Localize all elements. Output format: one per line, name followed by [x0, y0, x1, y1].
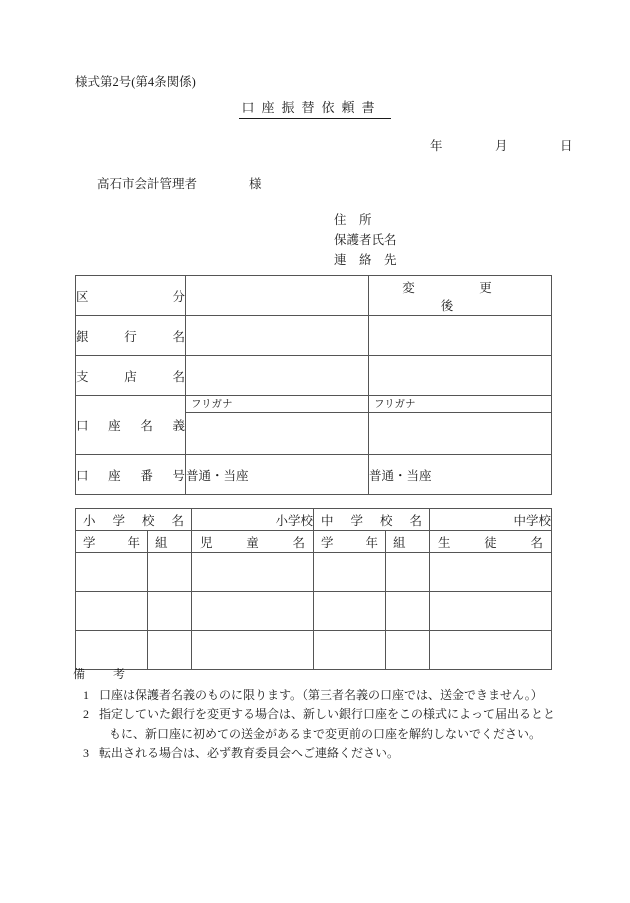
elementary-class-cell[interactable]	[148, 631, 192, 670]
date-line: 年 月 日	[430, 139, 593, 153]
page-title-text: 口座振替依頼書	[239, 97, 390, 119]
bank-account-table	[75, 275, 557, 495]
table-row	[76, 276, 552, 316]
note-text: 転出される場合は、必ず教育委員会へご連絡ください。	[99, 746, 400, 760]
notes-heading: 備 考	[73, 667, 134, 681]
table-row	[76, 356, 552, 396]
page-title	[0, 97, 630, 119]
after-change-label: 変 更 後	[369, 276, 552, 316]
junior-class-cell[interactable]	[386, 631, 430, 670]
elementary-school-label: 小 学 校 名	[76, 509, 192, 531]
junior-school-label: 中 学 校 名	[314, 509, 430, 531]
junior-grade-cell[interactable]	[314, 553, 386, 592]
account-nominee-changed-input[interactable]	[369, 413, 551, 454]
account-nominee-current-input[interactable]	[186, 413, 368, 454]
elementary-class-cell[interactable]	[148, 553, 192, 592]
note-number: 3	[83, 746, 89, 760]
table-row	[76, 509, 552, 531]
note-item	[73, 705, 573, 725]
junior-student-name-header: 生 徒 名	[430, 531, 552, 553]
table-row	[76, 396, 552, 455]
junior-grade-cell[interactable]	[314, 631, 386, 670]
junior-school-suffix[interactable]: 中学校	[430, 509, 552, 531]
addressee-line	[97, 174, 262, 192]
contact-label: 連 絡 先	[334, 253, 397, 267]
elementary-grade-header: 学 年	[76, 531, 148, 553]
addressee-honorific: 様	[249, 177, 262, 191]
form-number: 様式第2号(第4条関係)	[75, 75, 196, 89]
branch-name-label: 支 店 名	[76, 356, 186, 396]
furigana-label-changed: フリガナ	[369, 396, 551, 413]
elementary-student-name-cell[interactable]	[192, 631, 314, 670]
junior-student-name-cell[interactable]	[430, 631, 552, 670]
junior-grade-cell[interactable]	[314, 592, 386, 631]
bank-name-label: 銀 行 名	[76, 316, 186, 356]
table-row	[76, 455, 552, 495]
school-info-table	[75, 508, 552, 670]
elementary-class-cell[interactable]	[148, 592, 192, 631]
notes-section	[73, 665, 573, 764]
note-number: 2	[83, 707, 89, 721]
bank-name-current-cell[interactable]	[186, 316, 369, 356]
table-row	[76, 531, 552, 553]
junior-student-name-cell[interactable]	[430, 592, 552, 631]
addressee-name: 高石市会計管理者	[97, 177, 198, 191]
note-text: 口座は保護者名義のものに限ります。（第三者名義の口座では、送金できません。）	[99, 687, 543, 702]
table-row	[76, 553, 552, 592]
bank-name-changed-cell[interactable]	[369, 316, 552, 356]
elementary-student-name-cell[interactable]	[192, 592, 314, 631]
elementary-grade-cell[interactable]	[76, 592, 148, 631]
branch-name-changed-cell[interactable]	[369, 356, 552, 396]
table-row	[76, 316, 552, 356]
applicant-block	[334, 210, 397, 270]
category-label: 区 分	[76, 276, 186, 316]
account-type-current[interactable]: 普通・当座	[186, 455, 369, 495]
elementary-grade-cell[interactable]	[76, 553, 148, 592]
table-row	[76, 592, 552, 631]
account-number-label: 口 座 番 号	[76, 455, 186, 495]
elementary-school-suffix[interactable]: 小学校	[192, 509, 314, 531]
note-text: 指定していた銀行を変更する場合は、新しい銀行口座をこの様式によって届出るとと	[99, 707, 556, 721]
account-nominee-current-cell	[186, 396, 369, 455]
account-type-changed[interactable]: 普通・当座	[369, 455, 552, 495]
elementary-class-header: 組	[148, 531, 192, 553]
category-current-cell[interactable]	[186, 276, 369, 316]
junior-student-name-cell[interactable]	[430, 553, 552, 592]
table-row	[76, 631, 552, 670]
note-text-continuation: もに、新口座に初めての送金があるまで変更前の口座を解約しないでください。	[109, 726, 542, 741]
elementary-student-name-cell[interactable]	[192, 553, 314, 592]
elementary-grade-cell[interactable]	[76, 631, 148, 670]
branch-name-current-cell[interactable]	[186, 356, 369, 396]
note-number: 1	[83, 687, 89, 702]
account-nominee-changed-cell	[369, 396, 552, 455]
address-label: 住 所	[334, 213, 372, 227]
elementary-student-name-header: 児 童 名	[192, 531, 314, 553]
note-item	[73, 686, 573, 706]
account-nominee-label: 口 座 名 義	[76, 396, 186, 455]
furigana-label-current: フリガナ	[186, 396, 368, 413]
guardian-name-label: 保護者氏名	[334, 233, 397, 247]
junior-grade-header: 学 年	[314, 531, 386, 553]
junior-class-header: 組	[386, 531, 430, 553]
junior-class-cell[interactable]	[386, 553, 430, 592]
junior-class-cell[interactable]	[386, 592, 430, 631]
note-item	[73, 744, 573, 764]
